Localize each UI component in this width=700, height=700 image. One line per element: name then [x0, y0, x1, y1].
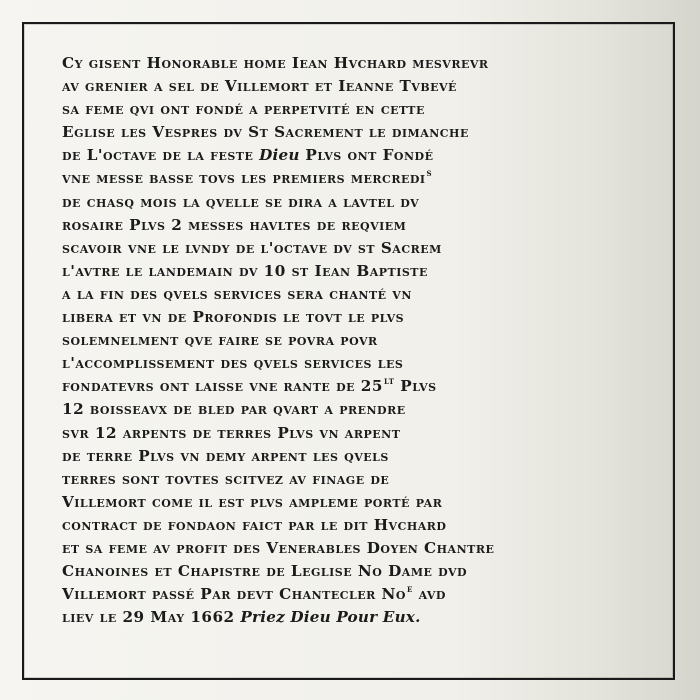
- line-text: Plvs: [394, 377, 437, 396]
- line-text: de chasq mois la qvelle se dira a lavtel dv: [62, 192, 420, 211]
- superscript-text: e: [407, 584, 413, 596]
- inscription-line: [62, 144, 672, 167]
- inscription-line: [62, 167, 672, 190]
- line-text: vne messe basse tovs les premiers mercredi: [62, 169, 426, 188]
- superscript-text: lt: [383, 376, 395, 388]
- line-text: rosaire Plvs 2 messes havltes de reqviem: [62, 215, 407, 234]
- line-text: de terre Plvs vn demy arpent les qvels: [62, 446, 389, 465]
- inscription-line: [62, 375, 672, 398]
- italic-text: Dieu: [259, 146, 300, 165]
- inscription-line: [62, 191, 672, 214]
- line-text: solemnelment qve faire se povra povr: [62, 331, 378, 350]
- line-text: libera et vn de Profondis le tovt le plvs: [62, 308, 405, 327]
- line-text: et sa feme av profit des Venerables Doyen Chantre: [62, 538, 495, 557]
- inscription-line: [62, 214, 672, 237]
- line-text: Cy gisent Honorable home Iean Hvchard mesvrevr: [62, 54, 489, 72]
- inscription-line: [62, 283, 672, 306]
- inscription-text: [62, 52, 672, 629]
- inscription-line: [62, 606, 672, 629]
- line-text: fondatevrs ont laisse vne rante de 25: [62, 377, 383, 396]
- line-text: Villemort passé Par devt Chantecler No: [62, 585, 407, 604]
- line-text: liev le 29 May 1662: [62, 608, 241, 627]
- inscription-line: [62, 560, 672, 583]
- inscription-line: [62, 121, 672, 144]
- line-text: Plvs ont Fondé: [299, 146, 434, 165]
- inscription-line: [62, 75, 672, 98]
- line-text: contract de fondaon faict par le dit Hvchard: [62, 515, 447, 534]
- inscription-line: [62, 329, 672, 352]
- line-text: sa feme qvi ont fondé a perpetvité en cette: [62, 100, 425, 119]
- line-text: l'avtre le landemain dv 10 st Iean Baptiste: [62, 261, 428, 280]
- line-text: svr 12 arpents de terres Plvs vn arpent: [62, 423, 401, 442]
- line-text: terres sont tovtes scitvez av finage de: [62, 469, 390, 488]
- line-text: a la fin des qvels services sera chanté vn: [62, 284, 412, 303]
- line-text: avd: [412, 585, 446, 604]
- inscription-line: [62, 537, 672, 560]
- inscription-line: [62, 306, 672, 329]
- inscription-line: [62, 491, 672, 514]
- inscription-line: [62, 583, 672, 606]
- line-text: de L'octave de la feste: [62, 146, 260, 165]
- inscription-line: [62, 352, 672, 375]
- inscription-line: [62, 514, 672, 537]
- inscription-line: [62, 52, 672, 75]
- line-text: Chanoines et Chapistre de Leglise No Dame dvd: [62, 562, 468, 581]
- inscription-line: [62, 468, 672, 491]
- inscription-line: [62, 422, 672, 445]
- inscription-line: [62, 237, 672, 260]
- line-text: Eglise les Vespres dv St Sacrement le dimanche: [62, 123, 469, 142]
- inscription-line: [62, 445, 672, 468]
- line-text: 12 boisseavx de bled par qvart a prendre: [62, 400, 406, 419]
- inscription-line: [62, 98, 672, 121]
- line-text: scavoir vne le lvndy de l'octave dv st Sacrem: [62, 238, 442, 257]
- italic-text: Priez Dieu Pour Eux.: [240, 608, 421, 627]
- inscription-line: [62, 398, 672, 421]
- line-text: l'accomplissement des qvels services les: [62, 354, 404, 373]
- line-text: Villemort come il est plvs ampleme porté par: [62, 492, 443, 511]
- line-text: av grenier a sel de Villemort et Ieanne Tvbevé: [62, 77, 457, 96]
- superscript-text: s: [426, 168, 433, 180]
- inscription-line: [62, 260, 672, 283]
